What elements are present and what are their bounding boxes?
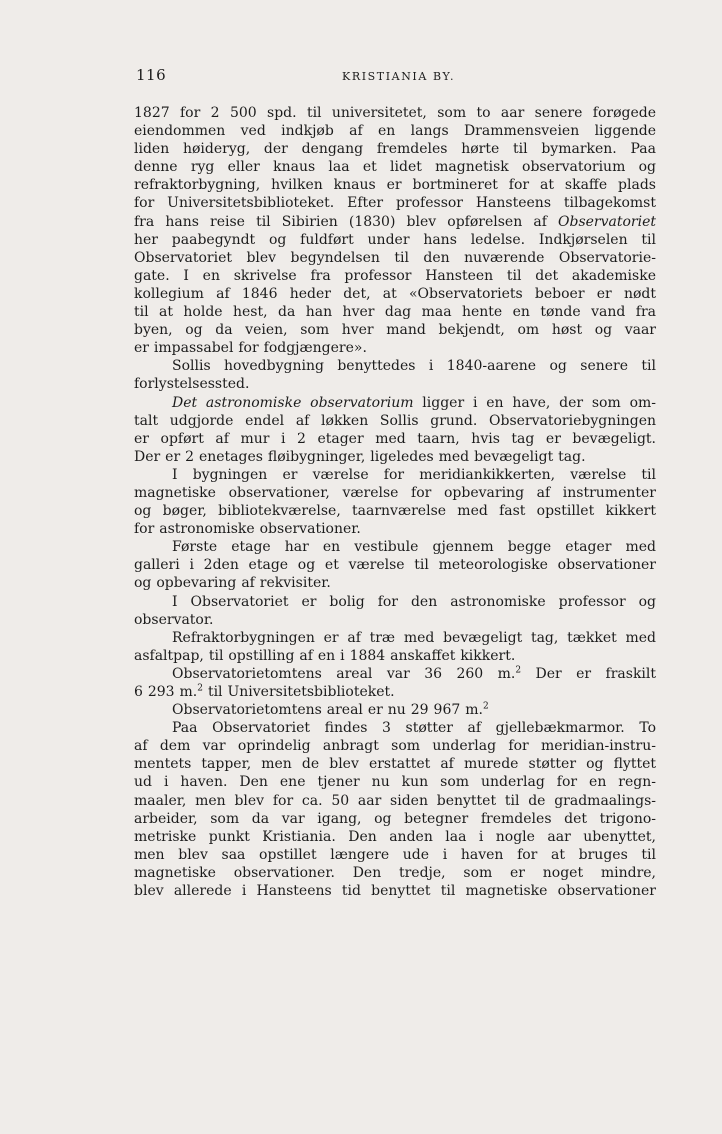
text-line	[134, 864, 656, 882]
text-line	[134, 375, 656, 393]
text-line	[134, 556, 656, 574]
page-header	[120, 66, 668, 90]
line-text: maaler, men blev for ca. 50 aar siden benyttet til de gradmaalings-	[134, 792, 656, 809]
line-text: Refraktorbygningen er af træ med bevægeligt tag, tækket med	[172, 629, 656, 646]
line-text: arbeider, som da var igang, og betegner fremdeles det trigono-	[134, 810, 656, 827]
line-text: denne ryg eller knaus laa et lidet magnetisk observatorium og	[134, 159, 656, 176]
line-text: er opført af mur i 2 etager med taarn, hvis tag er bevægeligt.	[134, 430, 656, 447]
line-text: mentets tapper, men de blev erstattet af murede støtter og flyttet	[134, 756, 656, 773]
line-text: blev allerede i Hansteens tid benyttet til magnetiske observationer	[134, 883, 656, 900]
text-line	[134, 773, 656, 791]
line-text: Der er fraskilt	[521, 665, 657, 682]
line-text: eiendommen ved indkjøb af en langs Drammensveien liggende	[134, 123, 656, 140]
superscript: 2	[482, 701, 489, 712]
text-line	[134, 249, 656, 267]
text-line	[134, 176, 656, 194]
superscript: 2	[515, 665, 522, 676]
text-line	[134, 520, 656, 538]
line-text: magnetiske observationer, værelse for opbevaring af instrumenter	[134, 484, 656, 501]
text-line	[134, 502, 656, 520]
text-line	[134, 647, 656, 665]
text-line	[134, 882, 656, 900]
text-line	[134, 701, 656, 719]
text-line	[134, 611, 656, 629]
text-line	[134, 755, 656, 773]
text-line	[134, 629, 656, 647]
line-text: kollegium af 1846 heder det, at «Observatoriets beboer er nødt	[134, 285, 656, 302]
line-text: og bøger, bibliotekværelse, taarnværelse med fast opstillet kikkert	[134, 503, 656, 520]
running-title: KRISTIANIA BY.	[342, 70, 456, 83]
text-line	[134, 430, 656, 448]
line-text: Første etage har en vestibule gjennem begge etager med	[172, 539, 656, 556]
line-text: Der er 2 enetages fløibygninger, ligeledes med bevægeligt tag.	[134, 448, 586, 465]
line-text: magnetiske observationer. Den tredje, som er noget mindre,	[134, 864, 656, 881]
text-line	[134, 538, 656, 556]
text-line	[134, 303, 656, 321]
line-text: 6 293 m.	[134, 684, 198, 700]
line-text: talt udgjorde endel af løkken Sollis grund. Observatoriebygningen	[134, 412, 656, 429]
body-text	[134, 104, 656, 900]
line-text: Sollis hovedbygning benyttedes i 1840-aarene og senere til	[172, 358, 656, 375]
text-line	[134, 593, 656, 611]
line-text: Observatoriet blev begyndelsen til den nuværende Observatorie-	[134, 249, 656, 266]
line-text: byen, og da veien, som hver mand bekjendt, om høst og vaar	[134, 322, 656, 339]
text-line	[134, 285, 656, 303]
text-line	[134, 574, 656, 592]
italic-text: Observatoriet	[558, 213, 656, 230]
text-line	[134, 122, 656, 140]
italic-text: Det astronomiske observatorium	[172, 394, 414, 411]
line-text: galleri i 2den etage og et værelse til meteorologiske observationer	[134, 557, 656, 574]
text-line	[134, 448, 656, 466]
line-text: I bygningen er værelse for meridiankikkerten, værelse til	[172, 466, 656, 483]
line-text: observator.	[134, 611, 214, 628]
text-line	[134, 412, 656, 430]
text-line	[134, 231, 656, 249]
text-line	[134, 466, 656, 484]
line-text: af dem var oprindelig anbragt som underlag for meridian-instru-	[134, 738, 656, 755]
line-text: I Observatoriet er bolig for den astronomiske professor og	[172, 593, 656, 610]
text-line	[134, 213, 656, 231]
superscript: 2	[197, 683, 203, 694]
text-line	[134, 339, 656, 357]
page-number: 116	[136, 66, 167, 84]
line-text: Observatorietomtens areal er nu 29 967 m.	[172, 702, 483, 719]
line-text: forlystelsessted.	[134, 376, 250, 393]
text-line	[134, 484, 656, 502]
line-text: Paa Observatoriet findes 3 støtter af gjellebækmarmor. To	[172, 720, 656, 737]
line-text: fra hans reise til Sibirien (1830) blev opførelsen af	[134, 213, 558, 230]
line-text: men blev saa opstillet længere ude i haven for at bruges til	[134, 846, 656, 863]
line-text: gate. I en skrivelse fra professor Hansteen til det akademiske	[134, 267, 656, 284]
text-line	[134, 810, 656, 828]
text-line	[134, 158, 656, 176]
text-line	[134, 394, 656, 412]
line-text: ud i haven. Den ene tjener nu kun som underlag for en regn-	[134, 774, 656, 791]
text-line	[134, 828, 656, 846]
text-line	[134, 104, 656, 122]
text-line	[134, 846, 656, 864]
line-text: liden høideryg, der dengang fremdeles hørte til bymarken. Paa	[134, 141, 656, 158]
text-line	[134, 140, 656, 158]
line-text: til Universitetsbiblioteket.	[203, 684, 395, 700]
text-line	[134, 683, 656, 701]
text-line	[134, 719, 656, 737]
text-line	[134, 194, 656, 212]
line-text: ligger i en have, der som om-	[413, 394, 657, 411]
text-line	[134, 792, 656, 810]
text-line	[134, 357, 656, 375]
line-text: til at holde hest, da han hver dag maa hente en tønde vand fra	[134, 304, 656, 321]
line-text: Observatorietomtens areal var 36 260 m.	[172, 665, 516, 682]
line-text: for astronomiske observationer.	[134, 521, 361, 538]
line-text: er impassabel for fodgjængere».	[134, 340, 367, 357]
line-text: her paabegyndt og fuldført under hans ledelse. Indkjørselen til	[134, 231, 656, 248]
text-line	[134, 321, 656, 339]
text-line	[134, 665, 656, 683]
line-text: metriske punkt Kristiania. Den anden laa i nogle aar ubenyttet,	[134, 828, 656, 845]
line-text: for Universitetsbiblioteket. Efter professor Hansteens tilbagekomst	[134, 195, 656, 212]
text-line	[134, 737, 656, 755]
line-text: asfaltpap, til opstilling af en i 1884 anskaffet kikkert.	[134, 647, 516, 664]
line-text: refraktorbygning, hvilken knaus er bortmineret for at skaffe plads	[134, 177, 656, 194]
text-line	[134, 267, 656, 285]
line-text: 1827 for 2 500 spd. til universitetet, som to aar senere forøgede	[134, 105, 656, 121]
line-text: og opbevaring af rekvisiter.	[134, 575, 331, 592]
